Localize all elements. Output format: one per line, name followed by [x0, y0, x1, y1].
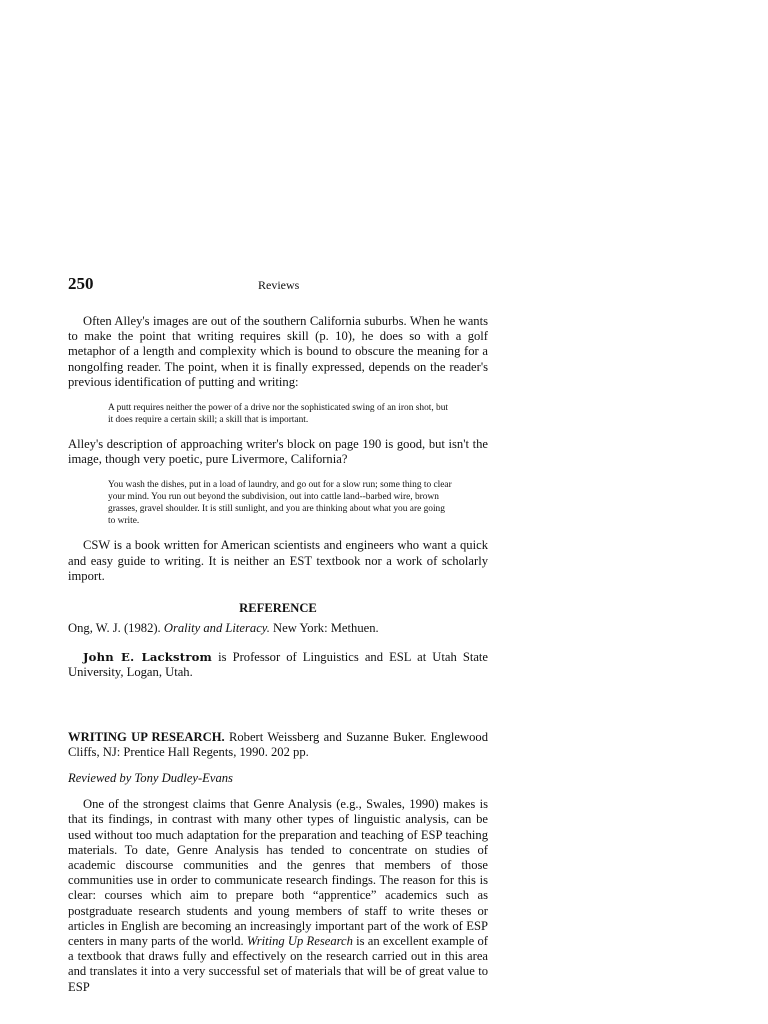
reviewer-line: Reviewed by Tony Dudley-Evans: [68, 771, 233, 786]
review-book-title: WRITING UP RESEARCH.: [68, 729, 225, 744]
reference-book-title: Orality and Literacy.: [163, 621, 270, 636]
review-body-text-continued: is an excellent example of a textbook that draws fully and effectively on the research carried out in this area and translates it into a very successful set of materials that will be of great value to ESP: [68, 934, 488, 994]
reference-author-year: Ong, W. J. (1982).: [68, 621, 164, 636]
paragraph-alley-images: Often Alley's images are out of the southern California suburbs. When he wants to make the point that writing requires skill (p. 10), he does so with a golf metaphor of a length and complexity which is bound to obscure the meaning for a nongolfing reader. The point, when it is finally expressed, depends on the reader's previous identification of putting and writing:: [68, 314, 488, 389]
review-body-book-title: Writing Up Research: [246, 934, 353, 949]
author-note: [68, 650, 488, 680]
review-body-text: One of the strongest claims that Genre Analysis (e.g., Swales, 1990) makes is that its findings, in contrast with many other types of linguistic analysis, can be used without too much adaptation for the preparation and teaching of ESP teaching materials. To date, Genre Analysis has tended to concentrate on studies of academic discourse communities and the genres that members of those communities use in order to communicate research findings. The reason for this is clear: courses which aim to prepare both “apprentice” academics such as postgraduate research students and young members of staff to write theses or articles in English are becoming an increasingly important part of the work of ESP centers in many parts of the world.: [68, 797, 488, 949]
review-heading: [68, 730, 488, 760]
page-header: [68, 270, 488, 298]
paragraph-csw-summary: CSW is a book written for American scientists and engineers who want a quick and easy guide to writing. It is neither an EST textbook nor a work of scholarly import.: [68, 538, 488, 583]
review-citation: Robert Weissberg and Suzanne Buker. Englewood Cliffs, NJ: Prentice Hall Regents, 1990. 202 pp.: [68, 729, 488, 759]
reference-entry: [68, 621, 488, 636]
author-affiliation: is Professor of Linguistics and ESL at Utah State University, Logan, Utah.: [68, 650, 489, 680]
page-number: 250: [68, 274, 94, 293]
running-head: Reviews: [258, 278, 300, 292]
review-body-paragraph: [68, 797, 488, 995]
paragraph-writers-block: Alley's description of approaching writer's block on page 190 is good, but isn't the image, though very poetic, pure Livermore, California?: [68, 437, 488, 467]
block-quote-putt: A putt requires neither the power of a drive nor the sophisticated swing of an iron shot, but it does require a certain skill; a skill that is important.: [108, 403, 449, 426]
block-quote-dishes: You wash the dishes, put in a load of laundry, and go out for a slow run; some thing to clear your mind. You run out beyond the subdivision, out into cattle land--barbed wire, brown grasses, gravel shoulder. It is still sunlight, and you are thinking about what you are going to write.: [108, 480, 452, 527]
document-page: [68, 270, 488, 995]
author-name: John E. Lackstrom: [83, 650, 213, 665]
reference-heading: REFERENCE: [239, 601, 317, 616]
reference-publisher: New York: Methuen.: [269, 621, 379, 636]
